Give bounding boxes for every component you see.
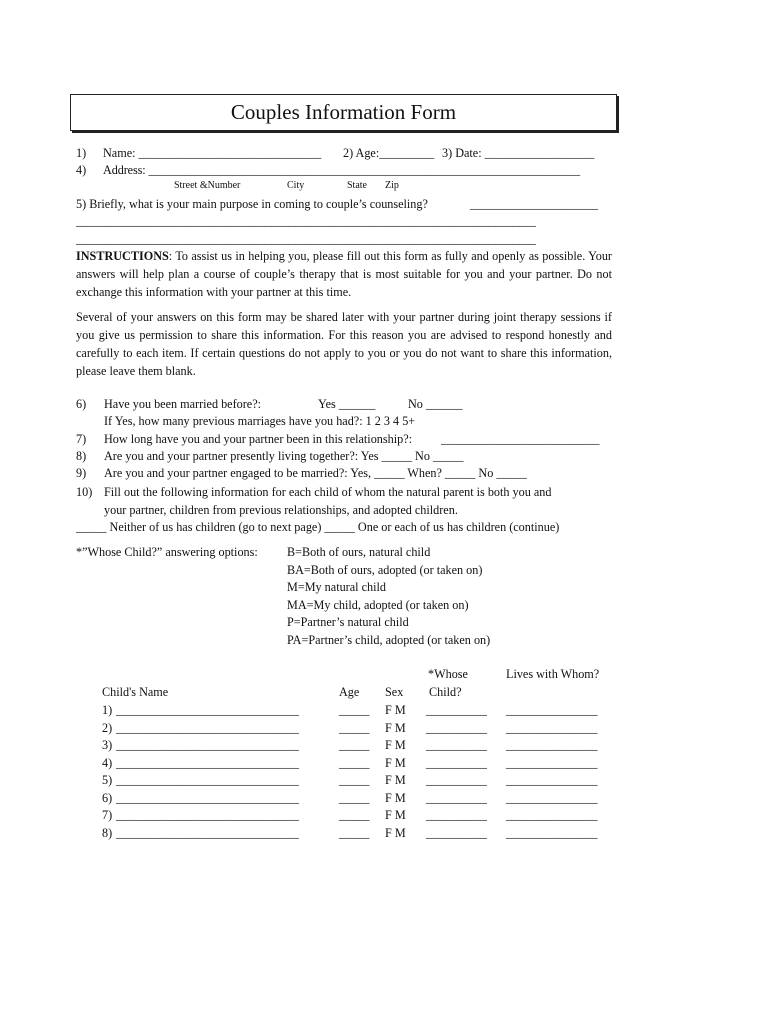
child-age-field[interactable]: _____ <box>339 720 370 735</box>
address-city-caption: City <box>287 180 305 191</box>
children-choice[interactable]: _____ Neither of us has children (go to next page) _____ One or each of us has children (continue) <box>76 520 560 534</box>
q5-blank[interactable]: _____________________ <box>470 197 598 211</box>
child-row-number: 4) <box>102 755 113 770</box>
header-age: Age <box>339 685 360 699</box>
q6-no-field[interactable]: No ______ <box>408 397 463 411</box>
q5-answer-line-2[interactable]: ________________________________________________________________________________ <box>76 232 536 246</box>
q5-question: 5) Briefly, what is your main purpose in coming to couple’s counseling? <box>76 197 428 211</box>
child-name-field[interactable]: ______________________________ <box>116 773 299 787</box>
child-lives-field[interactable]: _______________ <box>506 825 598 840</box>
header-whose-line-2: Child? <box>429 685 462 699</box>
child-row-number: 6) <box>102 790 113 805</box>
instructions-paragraph <box>76 247 612 301</box>
child-name-field[interactable]: ______________________________ <box>116 755 299 770</box>
child-age-field[interactable]: _____ <box>339 825 370 840</box>
q8-number: 8) <box>76 449 87 463</box>
child-sex-options[interactable]: F M <box>385 703 406 717</box>
child-name-field[interactable]: ______________________________ <box>116 703 299 717</box>
child-age-field[interactable]: _____ <box>339 755 370 770</box>
child-row-number: 5) <box>102 773 113 787</box>
child-sex-options[interactable]: F M <box>385 720 406 735</box>
address-zip-caption: Zip <box>385 180 399 191</box>
whose-option: P=Partner’s natural child <box>287 615 409 629</box>
child-lives-field[interactable]: _______________ <box>506 773 598 787</box>
child-whose-field[interactable]: __________ <box>426 720 487 735</box>
address-street-caption: Street &Number <box>174 180 241 191</box>
q1-number: 1) <box>76 146 87 160</box>
child-whose-field[interactable]: __________ <box>426 738 487 752</box>
child-row-number: 3) <box>102 738 113 752</box>
q7-number: 7) <box>76 432 87 446</box>
header-child-name: Child's Name <box>102 685 169 699</box>
whose-option: PA=Partner’s child, adopted (or taken on) <box>287 632 491 647</box>
child-name-field[interactable]: ______________________________ <box>116 825 299 840</box>
address-field[interactable]: Address: ________________________________________________________________________ <box>103 163 581 177</box>
instructions-text: : To assist us in helping you, please fill out this form as fully and openly as possible. Your answers will help plan a course of couple’s therapy that is most suitable for you and your partner. Do not exchange this information with your partner at this time. <box>76 249 612 299</box>
q6-question: Have you been married before?: <box>104 397 262 411</box>
child-age-field[interactable]: _____ <box>339 808 370 822</box>
child-lives-field[interactable]: _______________ <box>506 808 598 822</box>
child-lives-field[interactable]: _______________ <box>506 790 598 805</box>
sharing-paragraph: Several of your answers on this form may be shared later with your partner during joint therapy sessions if you give us permission to share this information. For this reason you are advised to respond honestly and carefully to each item. If certain questions do not apply to you or you do not want to share this information, please leave them blank. <box>76 310 612 378</box>
age-field[interactable]: 2) Age:_________ <box>343 146 435 160</box>
q6-yes-field[interactable]: Yes ______ <box>318 397 376 411</box>
header-lives-with: Lives with Whom? <box>506 667 600 681</box>
child-name-field[interactable]: ______________________________ <box>116 808 299 822</box>
child-name-field[interactable]: ______________________________ <box>116 720 299 735</box>
child-sex-options[interactable]: F M <box>385 738 406 752</box>
child-whose-field[interactable]: __________ <box>426 755 487 770</box>
child-lives-field[interactable]: _______________ <box>506 755 598 770</box>
child-row-number: 8) <box>102 825 113 840</box>
child-whose-field[interactable]: __________ <box>426 825 487 840</box>
child-row-number: 1) <box>102 703 113 717</box>
header-whose-line-1: *Whose <box>428 667 468 681</box>
child-sex-options[interactable]: F M <box>385 790 406 805</box>
q9-question[interactable]: Are you and your partner engaged to be married?: Yes, _____ When? _____ No _____ <box>104 466 527 480</box>
q6-number: 6) <box>76 397 87 411</box>
header-sex: Sex <box>385 685 404 699</box>
child-lives-field[interactable]: _______________ <box>506 703 598 717</box>
child-age-field[interactable]: _____ <box>339 703 370 717</box>
child-age-field[interactable]: _____ <box>339 773 370 787</box>
q10-text-line-2: your partner, children from previous relationships, and adopted children. <box>104 503 458 517</box>
child-row-number: 2) <box>102 720 113 735</box>
child-sex-options[interactable]: F M <box>385 808 406 822</box>
child-age-field[interactable]: _____ <box>339 738 370 752</box>
whose-option: MA=My child, adopted (or taken on) <box>287 597 469 612</box>
whose-option: B=Both of ours, natural child <box>287 545 431 559</box>
child-whose-field[interactable]: __________ <box>426 808 487 822</box>
q9-number: 9) <box>76 466 87 480</box>
address-state-caption: State <box>347 180 367 191</box>
child-whose-field[interactable]: __________ <box>426 790 487 805</box>
child-sex-options[interactable]: F M <box>385 755 406 770</box>
child-sex-options[interactable]: F M <box>385 773 406 787</box>
whose-option: M=My natural child <box>287 580 386 594</box>
q10-number: 10) <box>76 485 93 499</box>
form-title: Couples Information Form <box>70 94 617 131</box>
child-whose-field[interactable]: __________ <box>426 703 487 717</box>
q7-blank[interactable]: __________________________ <box>441 432 600 446</box>
q7-question: How long have you and your partner been in this relationship?: <box>104 432 412 446</box>
child-lives-field[interactable]: _______________ <box>506 720 598 735</box>
whose-child-options-label: *”Whose Child?” answering options: <box>76 545 258 559</box>
q5-answer-line-1[interactable]: ________________________________________________________________________________ <box>76 214 536 228</box>
child-whose-field[interactable]: __________ <box>426 773 487 787</box>
child-age-field[interactable]: _____ <box>339 790 370 805</box>
child-sex-options[interactable]: F M <box>385 825 406 840</box>
q8-question[interactable]: Are you and your partner presently living together?: Yes _____ No _____ <box>104 449 464 463</box>
child-lives-field[interactable]: _______________ <box>506 738 598 752</box>
q6b-question[interactable]: If Yes, how many previous marriages have you had?: 1 2 3 4 5+ <box>104 414 416 428</box>
date-field[interactable]: 3) Date: __________________ <box>442 146 595 160</box>
q10-text-line-1: Fill out the following information for each child of whom the natural parent is both you and <box>104 485 552 499</box>
whose-option: BA=Both of ours, adopted (or taken on) <box>287 562 483 577</box>
q4-number: 4) <box>76 163 87 177</box>
instructions-heading: INSTRUCTIONS <box>76 249 169 263</box>
child-row-number: 7) <box>102 808 113 822</box>
child-name-field[interactable]: ______________________________ <box>116 790 299 805</box>
child-name-field[interactable]: ______________________________ <box>116 738 299 752</box>
name-field[interactable]: Name: ______________________________ <box>103 146 322 160</box>
